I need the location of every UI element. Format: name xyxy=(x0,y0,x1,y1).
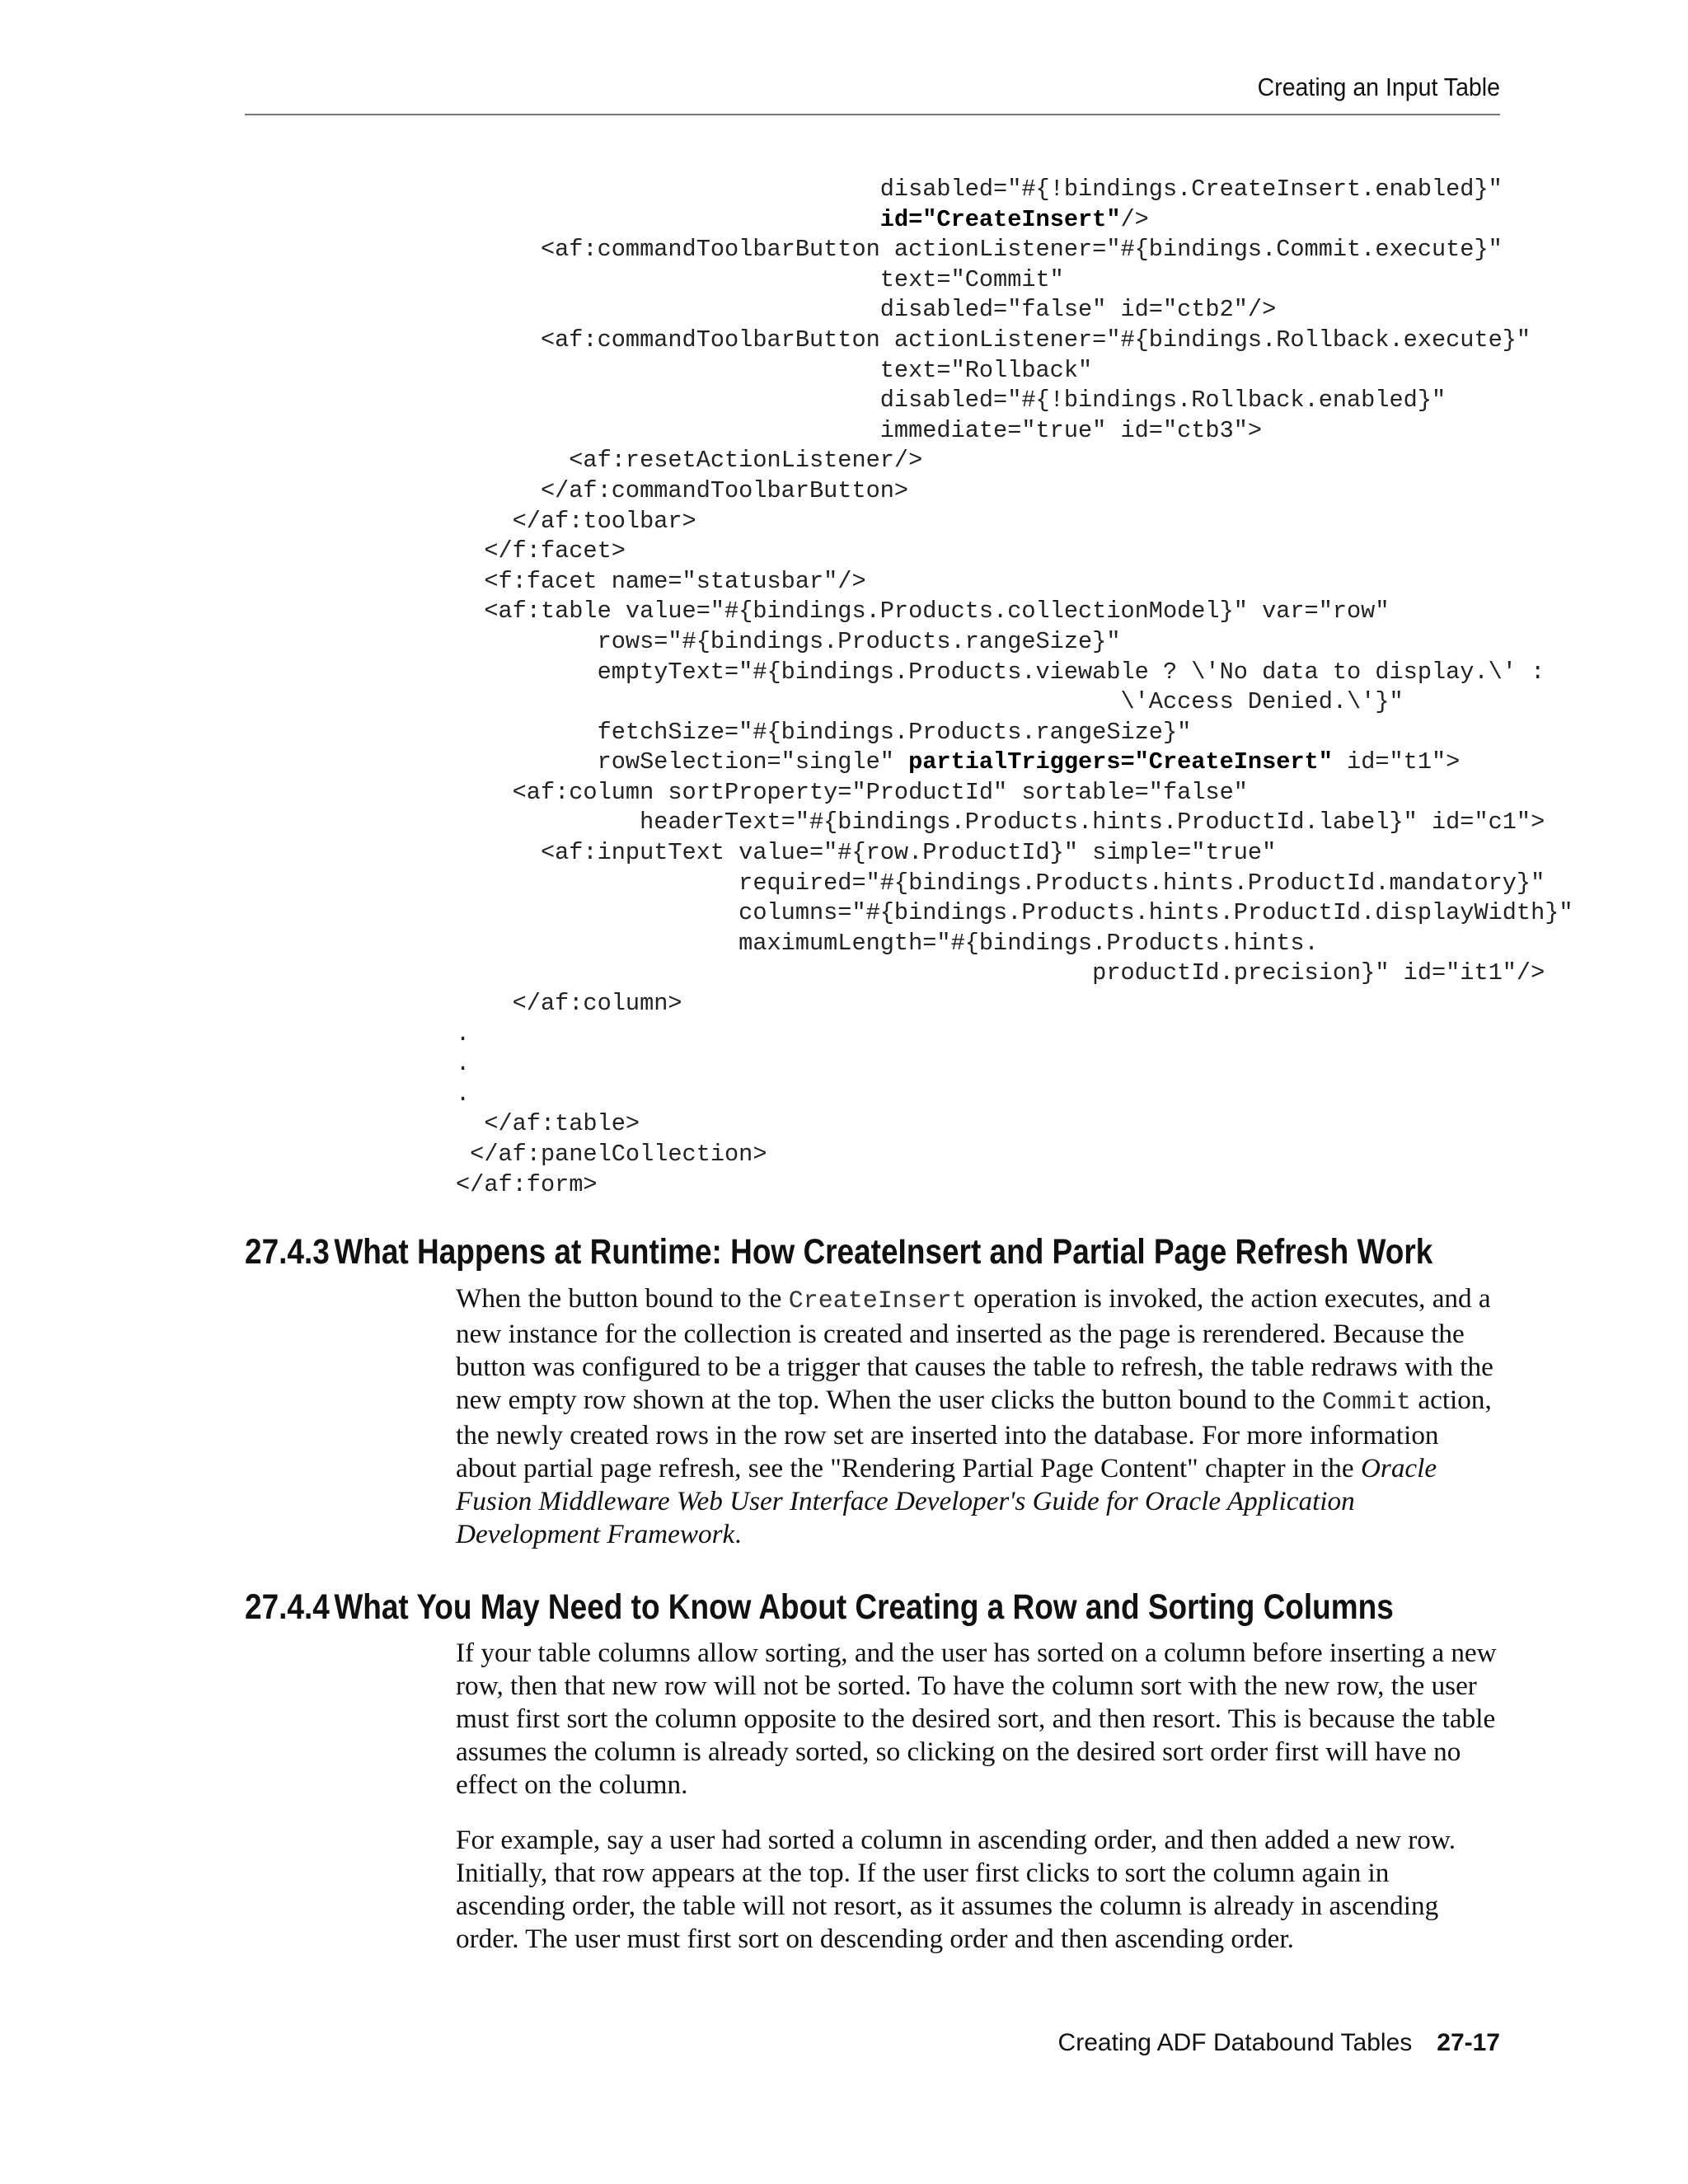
code-line: <af:column sortProperty="ProductId" sortable="false" xyxy=(456,778,1248,806)
code-line: disabled="#{!bindings.Rollback.enabled}" xyxy=(456,387,1447,415)
code-line: </af:panelCollection> xyxy=(456,1141,767,1168)
code-line: emptyText="#{bindings.Products.viewable ? \'No data to display.\' : xyxy=(456,658,1545,686)
section-number: 27.4.4 xyxy=(245,1587,330,1627)
code-line: <af:table value="#{bindings.Products.collectionModel}" var="row" xyxy=(456,598,1390,626)
code-line: rows="#{bindings.Products.rangeSize}" xyxy=(456,627,1121,655)
code-line: . xyxy=(456,1019,471,1047)
code-line: </af:toolbar> xyxy=(456,507,696,535)
code-line: . xyxy=(456,1080,471,1108)
section-title: What You May Need to Know About Creating a Row and Sorting Columns xyxy=(334,1587,1394,1627)
code-line: <af:resetActionListener/> xyxy=(456,447,923,475)
code-line: required="#{bindings.Products.hints.ProductId.mandatory}" xyxy=(456,869,1545,897)
code-line: <af:inputText value="#{row.ProductId}" simple="true" xyxy=(456,839,1277,867)
code-line: \'Access Denied.\'}" xyxy=(456,688,1404,716)
code-line: maximumLength="#{bindings.Products.hints. xyxy=(456,929,1319,957)
code-line: immediate="true" id="ctb3"> xyxy=(456,416,1263,444)
code-line: text="Commit" xyxy=(456,265,1064,293)
section-number: 27.4.3 xyxy=(245,1232,330,1272)
section-title: What Happens at Runtime: How CreateInsert and Partial Page Refresh Work xyxy=(334,1232,1433,1272)
code-line: productId.precision}" id="it1"/> xyxy=(456,959,1545,987)
code-line: </af:form> xyxy=(456,1170,598,1198)
code-line: <af:commandToolbarButton actionListener="#{bindings.Rollback.execute}" xyxy=(456,326,1531,354)
code-line: rowSelection="single" partialTriggers="CreateInsert" id="t1"> xyxy=(456,748,1461,776)
paragraph: If your table columns allow sorting, and the user has sorted on a column before inserting a new row, then that new row will not be sorted. To have the column sort with the new row, the user must first sort the column opposite to the desired sort, and then resort. This is because the table assumes the column is already sorted, so clicking on the desired sort order first will have no effect on the column. xyxy=(456,1638,1497,1800)
code-line: disabled="#{!bindings.CreateInsert.enabled}" xyxy=(456,176,1503,203)
page-footer xyxy=(1058,2029,1500,2057)
code-line: headerText="#{bindings.Products.hints.ProductId.label}" id="c1"> xyxy=(456,808,1545,837)
section-heading-27-4-4 xyxy=(245,1587,1394,1628)
footer-chapter-title: Creating ADF Databound Tables xyxy=(1057,2029,1413,2056)
code-line: </af:column> xyxy=(456,990,682,1018)
code-line: disabled="false" id="ctb2"/> xyxy=(456,296,1277,324)
code-line: id="CreateInsert"/> xyxy=(879,205,1149,233)
page-number: 27-17 xyxy=(1437,2029,1500,2056)
paragraph: When the button bound to the CreateInsert operation is invoked, the action executes, and a new instance for the collection is created and inserted as the page is rerendered. Because the button was configured to be a trigger that causes the table to refresh, the table redraws with the new empty row shown at the top. When the user clicks the button bound to the Commit action, the newly created rows in the row set are inserted into the database. For more information about partial page refresh, see the "Rendering Partial Page Content" chapter in the Oracle Fusion Middleware Web User Interface Developer's Guide for Oracle Application Development Framework. xyxy=(456,1283,1493,1549)
code-line: <af:commandToolbarButton actionListener="#{bindings.Commit.execute}" xyxy=(456,236,1503,264)
code-line: </f:facet> xyxy=(456,537,626,565)
code-line: columns="#{bindings.Products.hints.ProductId.displayWidth}" xyxy=(456,899,1573,927)
code-line: </af:table> xyxy=(456,1110,640,1138)
header-rule xyxy=(245,114,1500,115)
code-line: </af:commandToolbarButton> xyxy=(456,476,909,504)
code-line: <f:facet name="statusbar"/> xyxy=(456,567,866,595)
section-heading-27-4-3 xyxy=(245,1232,1432,1272)
running-header: Creating an Input Table xyxy=(1257,73,1500,101)
code-line: text="Rollback" xyxy=(456,356,1093,384)
code-listing xyxy=(456,175,1573,1200)
code-line: . xyxy=(456,1050,471,1078)
code-line: fetchSize="#{bindings.Products.rangeSize}" xyxy=(456,718,1192,746)
paragraph: For example, say a user had sorted a column in ascending order, and then added a new row. Initially, that row appears at the top. If the user first clicks to sort the column again in ascending order, the table will not resort, as it assumes the column is already in ascending order. The user must first sort on descending order and then ascending order. xyxy=(456,1825,1456,1954)
